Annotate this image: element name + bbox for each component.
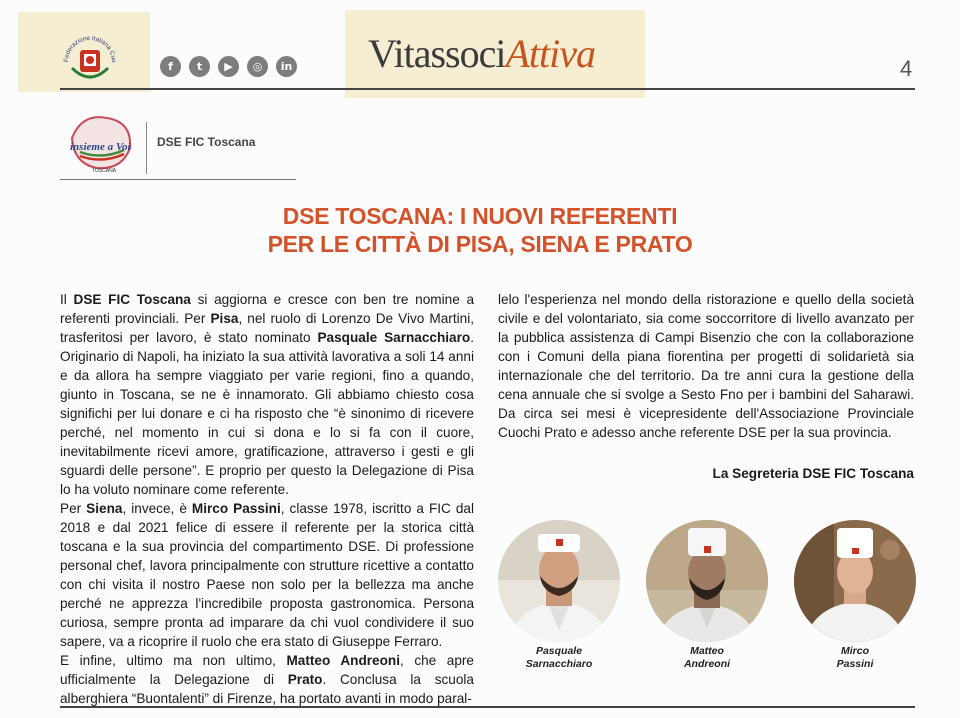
linkedin-icon[interactable]: in <box>276 56 297 77</box>
bold-text: Prato <box>287 672 323 687</box>
portrait-caption-1 <box>489 645 629 671</box>
caption-first-name: Pasquale <box>535 645 583 657</box>
bold-text: Pasquale Sarnacchiaro <box>317 330 471 345</box>
svg-text:insieme a Voi: insieme a Voi <box>70 141 131 153</box>
svg-text:Federazione Italiana Cuochi: Federazione Italiana Cuo <box>62 34 118 63</box>
section-label: DSE FIC Toscana <box>157 135 256 149</box>
caption-last-name: Sarnacchiaro <box>525 658 593 670</box>
portrait-pasquale-sarnacchiaro <box>498 520 620 642</box>
masthead-part2: Attiva <box>505 31 595 76</box>
bold-text: Siena <box>86 501 123 516</box>
page-number: 4 <box>900 56 913 81</box>
bold-text: DSE FIC Toscana <box>73 292 191 307</box>
svg-text:TOSCANA: TOSCANA <box>92 168 117 174</box>
dse-toscana-logo <box>62 108 140 176</box>
social-links <box>160 56 297 77</box>
article-paragraph: lelo l'esperienza nel mondo della ristorazione e quello della società civile e del volontariato, sia come soccorritore di livello avanzato per la pubblica assistenza di Campi Bisenzio che con la collaborazione con i Comuni della piana fiorentina per progetti di solidarietà sia internazionale che del territorio. Da tre anni cura la gestione della cena annuale che si svolge a Sesto Fno per i bambini del Saharawi. Da circa sei mesi è vicepresidente dell'Associazione Provinciale Cuochi Prato e adesso anche referente DSE per la sua provincia. <box>498 292 914 440</box>
portrait-matteo-andreoni <box>646 520 768 642</box>
portrait-caption-3 <box>785 645 925 671</box>
article-column-2 <box>498 290 914 442</box>
footer-divider <box>60 706 915 708</box>
caption-first-name: Mirco <box>840 645 869 657</box>
section-underline <box>60 179 296 180</box>
article-paragraph: E infine, ultimo ma non ultimo, Matteo Andreoni, che apre ufficialmente la Delegazione di Prato. Conclusa la scuola alberghiera “Buontalenti” di Firenze, ha portato avanti in modo paral- <box>60 653 474 706</box>
article-column-1 <box>60 290 474 708</box>
twitter-icon[interactable]: t <box>189 56 210 77</box>
masthead-title <box>368 30 595 77</box>
youtube-icon[interactable]: ▶ <box>218 56 239 77</box>
article-signature: La Segreteria DSE FIC Toscana <box>712 466 914 481</box>
instagram-icon[interactable]: ◎ <box>247 56 268 77</box>
fic-logo <box>60 28 120 86</box>
caption-last-name: Andreoni <box>683 658 731 670</box>
portrait-mirco-passini <box>794 520 916 642</box>
facebook-icon[interactable]: f <box>160 56 181 77</box>
header-divider <box>60 88 915 90</box>
caption-first-name: Matteo <box>690 645 724 657</box>
section-divider <box>146 122 147 174</box>
bold-text: Mirco Passini <box>191 501 281 516</box>
masthead-part1: Vitassoci <box>368 31 506 76</box>
portrait-caption-2 <box>637 645 777 671</box>
caption-last-name: Passini <box>836 658 874 670</box>
bold-text: Pisa <box>210 311 239 326</box>
article-title-line-2: PER LE CITTÀ DI PISA, SIENA E PRATO <box>267 231 693 257</box>
bold-text: Matteo Andreoni <box>286 653 400 668</box>
article-paragraph: Per Siena, invece, è Mirco Passini, classe 1978, iscritto a FIC dal 2018 e dal 2021 felice di essere il referente per la storica città toscana e la sua provincia del compartimento DSE. Di professione personal chef, lavora principalmente con strutture ricettive a contatto con chi visita il nostro Paese non solo per la bellezza ma anche perché ne apprezza l'incredibile proposta gastronomica. Persona curiosa, sempre pronta ad imparare da chi vuol condividere il suo sapere, va a ricoprire il ruolo che era stato di Giuseppe Ferraro. <box>60 501 475 649</box>
article-title-line-1: DSE TOSCANA: I NUOVI REFERENTI <box>282 203 678 229</box>
article-paragraph: Il DSE FIC Toscana si aggiorna e cresce con ben tre nomine a referenti provinciali. Per Pisa, nel ruolo di Lorenzo De Vivo Martini, trasferitosi per lavoro, è stato nominato Pasquale Sarnacchiaro. Originario di Napoli, ha iniziato la sua attività lavorativa a soli 14 anni e da allora ha sempre viaggiato per varie regioni, fino a quando, giunto in Toscana, se ne è innamorato. Gli abbiamo chiesto cosa significhi per lui donare e ci ha risposto che “è sinonimo di ricevere perché, nel momento in cui si dona e lo si fa con il cuore, inevitabilmente ricevi amore, gratificazione, attraverso i gesti e gli sguardi delle persone”. E proprio per questo la Delegazione di Pisa lo ha voluto nominare come referente. <box>60 292 475 497</box>
